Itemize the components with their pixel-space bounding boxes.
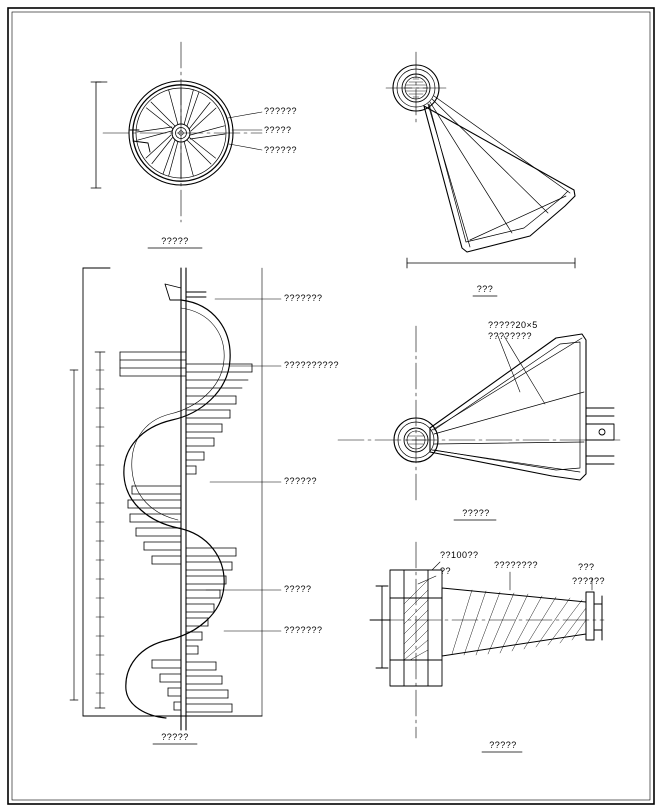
callout-plan-top-left-3: ?????? [264, 145, 298, 155]
caption-elevation-left: ????? [161, 732, 189, 742]
callout-tread-plan-1: ?????20×5 [488, 320, 538, 330]
callout-detail-2: ?? [440, 566, 452, 576]
callout-elevation-5: ??????? [284, 625, 323, 635]
view-plan-top-right [386, 52, 575, 296]
callout-elevation-4: ????? [284, 584, 312, 594]
callout-elevation-2: ?????????? [284, 360, 340, 370]
callout-detail-4: ??? [578, 562, 595, 572]
callout-elevation-3: ?????? [284, 476, 318, 486]
caption-detail-bottom-right: ????? [489, 740, 517, 750]
caption-plan-top-right: ??? [476, 284, 494, 294]
caption-tread-plan-right: ????? [462, 508, 490, 518]
sheet-border [8, 8, 654, 804]
view-tread-plan-right [338, 326, 620, 520]
callout-detail-5: ?????? [572, 576, 606, 586]
callout-elevation-1: ??????? [284, 293, 323, 303]
callout-plan-top-left-1: ?????? [264, 106, 298, 116]
callout-detail-1: ??100?? [440, 550, 479, 560]
view-elevation-left [70, 268, 281, 744]
callout-detail-3: ???????? [494, 560, 539, 570]
callout-tread-plan-2: ???????? [488, 331, 533, 341]
view-detail-bottom-right [370, 542, 604, 752]
callout-plan-top-left-2: ????? [264, 125, 292, 135]
caption-plan-top-left: ????? [161, 236, 189, 246]
view-plan-top-left [91, 42, 262, 248]
